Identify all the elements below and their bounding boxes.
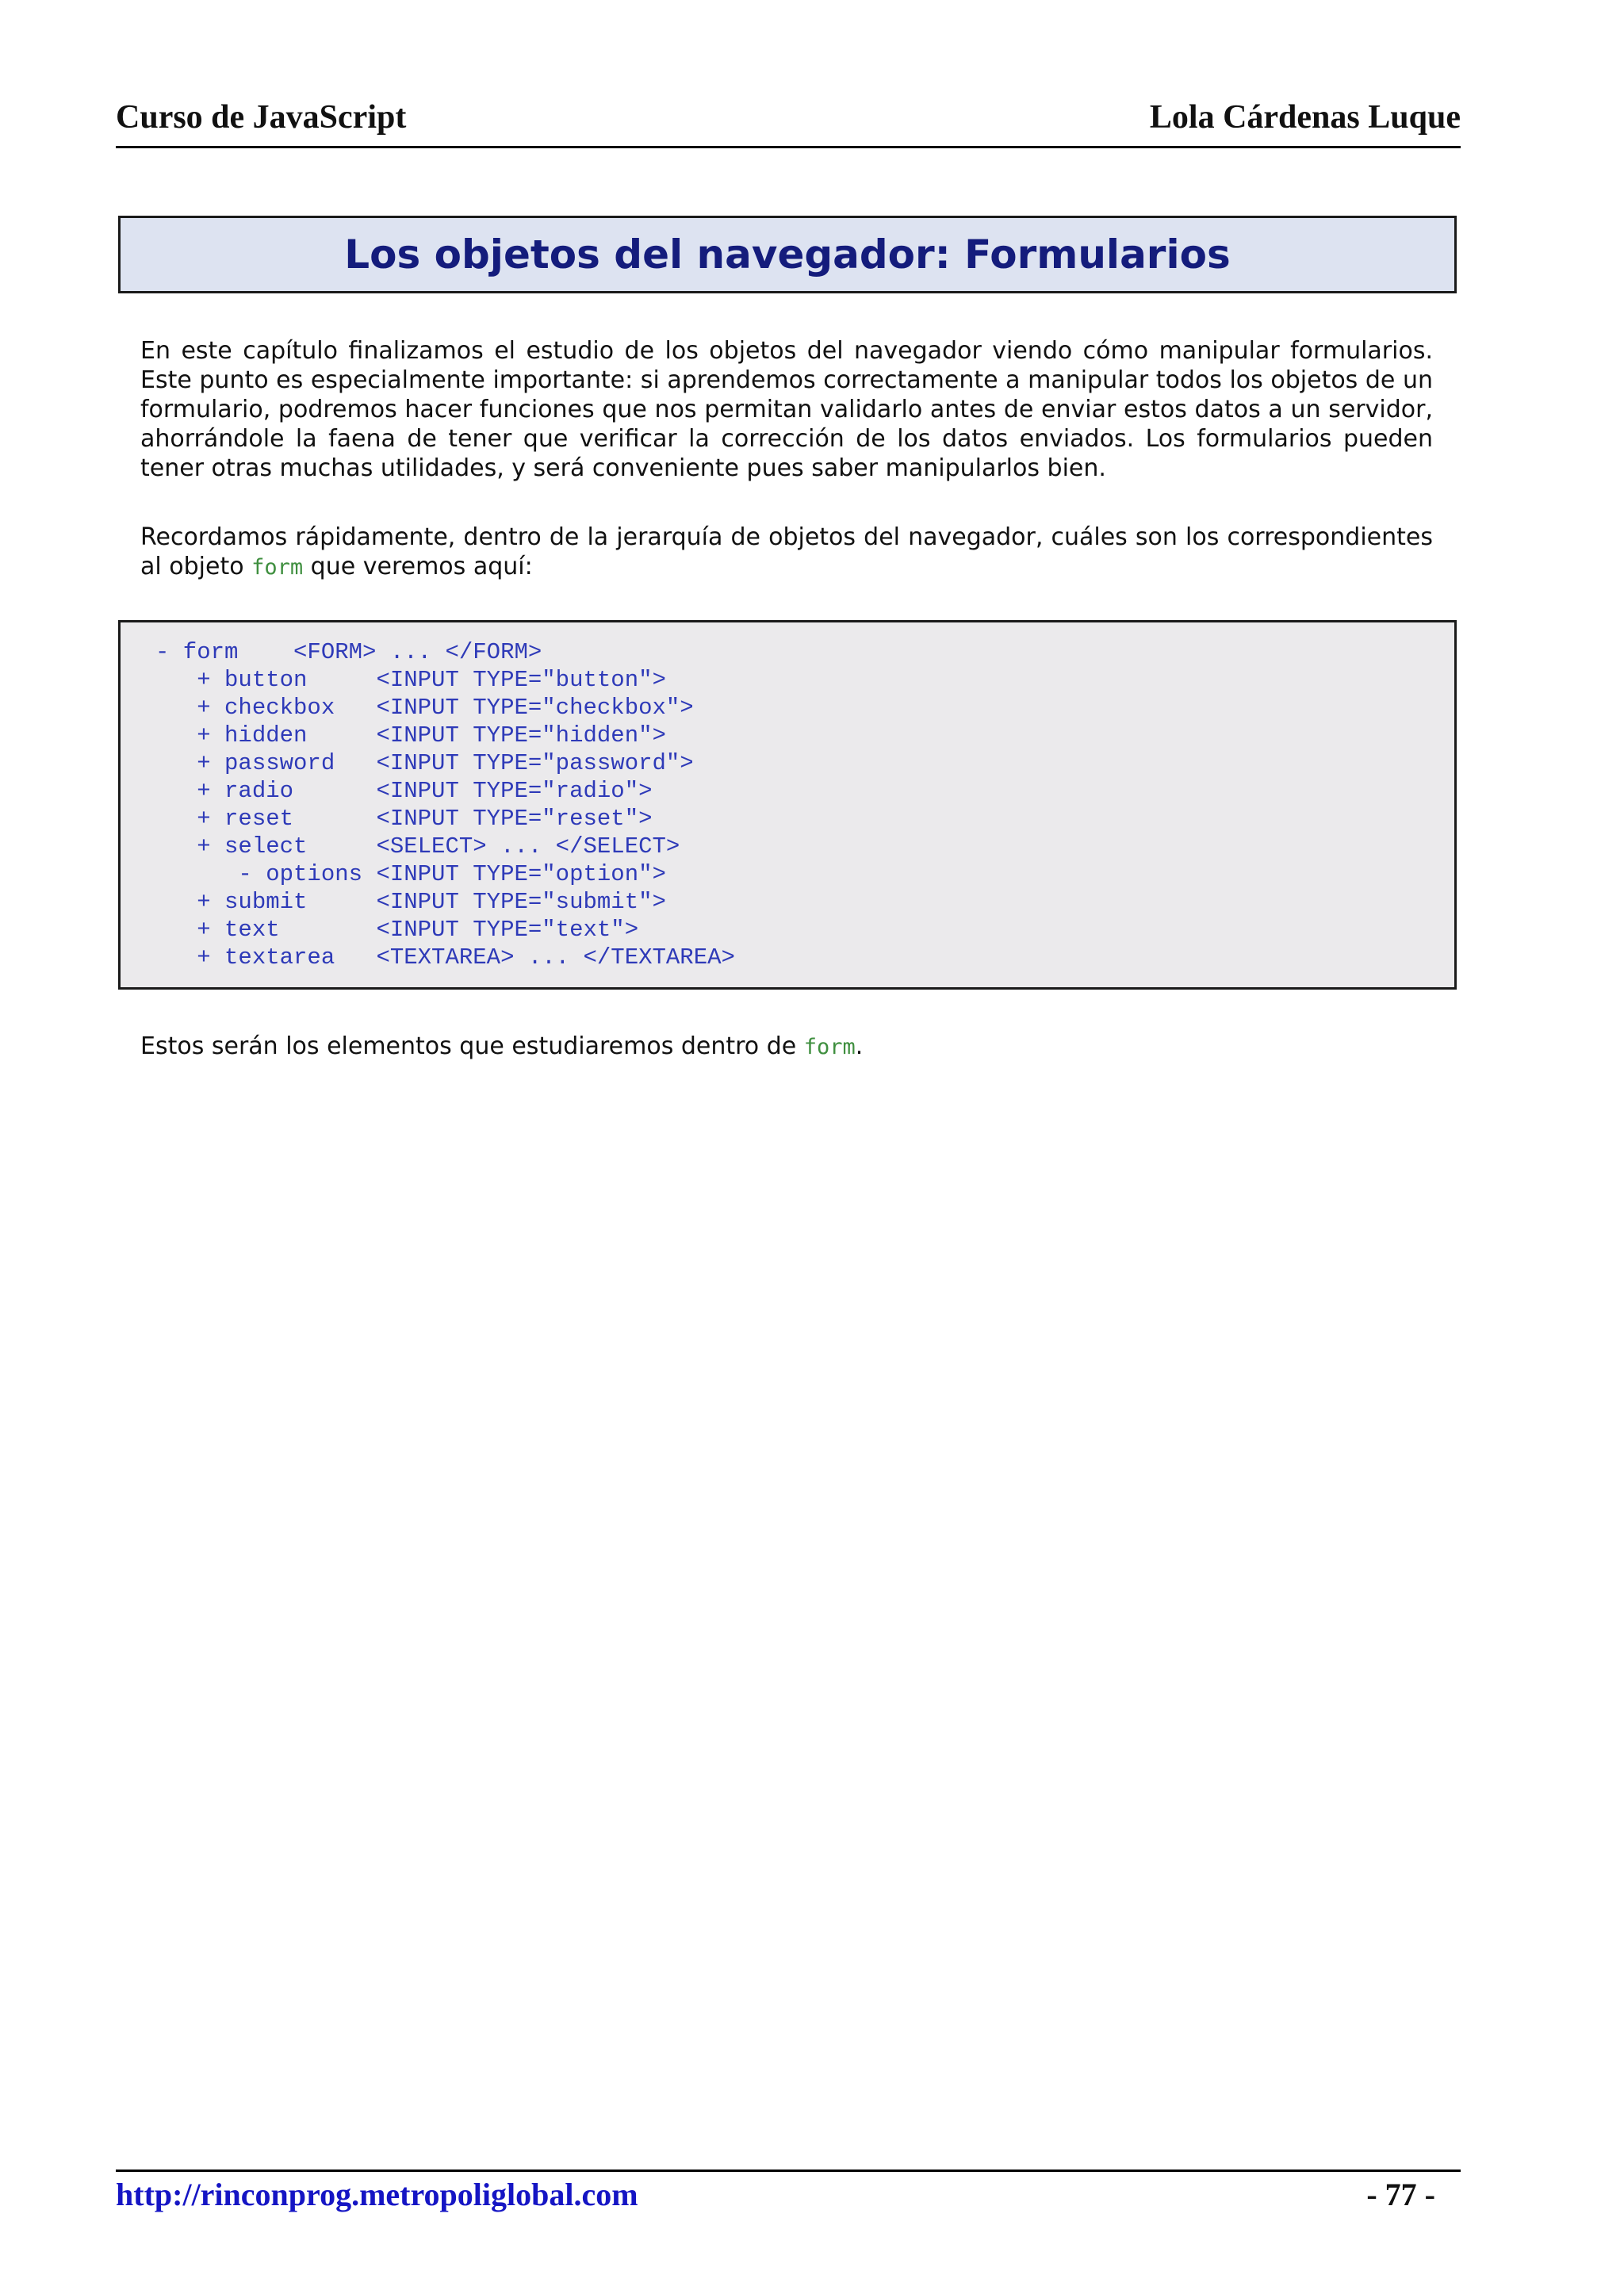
page-number: - 77 - [1366,2177,1435,2212]
code-lines [155,638,735,971]
hierarchy-text-after: que veremos aquí: [303,553,533,580]
code-line: + button <INPUT TYPE="button"> [155,667,666,693]
inline-code-form: form [803,1035,856,1059]
code-line: + hidden <INPUT TYPE="hidden"> [155,722,666,749]
chapter-title: Los objetos del navegador: Formularios [118,216,1457,293]
code-line: + reset <INPUT TYPE="reset"> [155,806,653,832]
code-line: + checkbox <INPUT TYPE="checkbox"> [155,695,694,721]
page-header [116,94,1461,148]
code-line: - options <INPUT TYPE="option"> [155,861,666,887]
code-block [118,620,1457,990]
footer-divider [116,2170,1461,2172]
footer-link[interactable]: http://rinconprog.metropoliglobal.com [116,2177,638,2212]
hierarchy-paragraph [140,523,1433,582]
header-author: Lola Cárdenas Luque [1149,99,1461,136]
closing-paragraph [140,1032,1433,1062]
code-line: - form <FORM> ... </FORM> [155,639,542,665]
closing-text-before: Estos serán los elementos que estudiaremos dentro de [140,1032,804,1060]
closing-text-after: . [855,1032,864,1060]
code-line: + password <INPUT TYPE="password"> [155,750,694,776]
code-line: + textarea <TEXTAREA> ... </TEXTAREA> [155,944,735,971]
code-line: + select <SELECT> ... </SELECT> [155,833,680,860]
code-line: + text <INPUT TYPE="text"> [155,917,639,943]
header-course-title: Curso de JavaScript [116,99,407,136]
code-line: + radio <INPUT TYPE="radio"> [155,778,653,804]
inline-code-form: form [251,555,304,580]
hierarchy-text-before: Recordamos rápidamente, dentro de la jerarquía de objetos del navegador, cuáles son los correspondientes al objeto [140,523,1433,580]
code-line: + submit <INPUT TYPE="submit"> [155,889,666,915]
intro-paragraph: En este capítulo finalizamos el estudio de los objetos del navegador viendo cómo manipular formularios. Este punto es especialmente importante: si aprendemos correctamente a manipular todos los objetos de un formulario, podremos hacer funciones que nos permitan validarlo antes de enviar estos datos a un servidor, ahorrándole la faena de tener que verificar la corrección de los datos enviados. Los formularios pueden tener otras muchas utilidades, y será conveniente pues saber manipularlos bien. [140,337,1433,482]
